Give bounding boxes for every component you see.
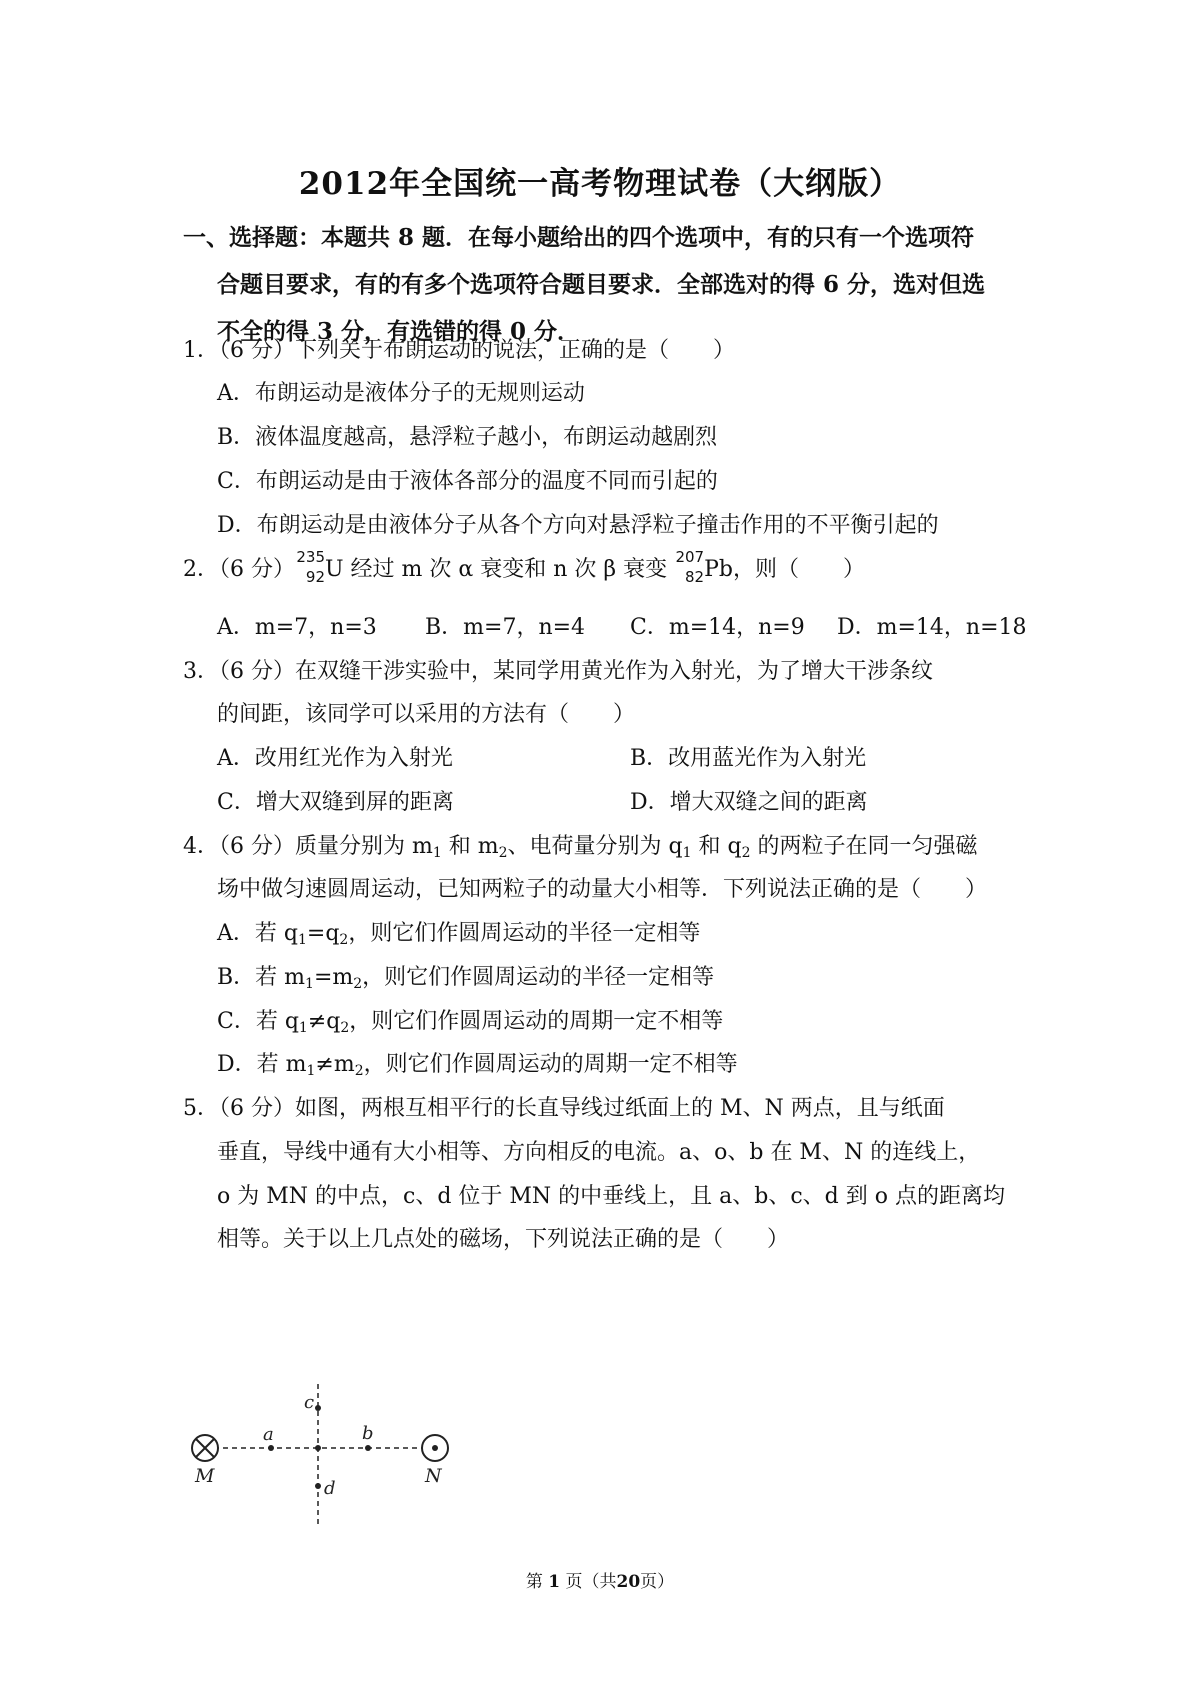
current-page-number: 1 [548, 1572, 561, 1592]
option-text: =m [313, 965, 354, 990]
q1-option-d: D．布朗运动是由液体分子从各个方向对悬浮粒子撞击作用的不平衡引起的 [217, 513, 939, 538]
q3-option-d: D．增大双缝之间的距离 [630, 790, 868, 815]
q4-stem-line-1 [183, 829, 978, 861]
subscript: 1 [306, 1063, 316, 1079]
point-b [365, 1445, 371, 1451]
wire-n-out-of-page-icon [422, 1435, 448, 1461]
q2-number: 2．（6 分） [183, 557, 295, 582]
subscript: 1 [305, 976, 314, 992]
option-text: C．若 q [217, 1009, 299, 1034]
q4-option-c [217, 1004, 723, 1036]
q1-option-a: A．布朗运动是液体分子的无规则运动 [217, 381, 585, 406]
label-d: d [324, 1478, 336, 1499]
q4-stem-part: 的两粒子在同一匀强磁 [750, 834, 978, 859]
label-n: N [425, 1465, 442, 1487]
wire-m-into-page-icon [192, 1435, 218, 1461]
label-a: a [263, 1424, 274, 1445]
point-a [268, 1445, 274, 1451]
q4-option-b [217, 960, 714, 992]
q3-option-b: B．改用蓝光作为入射光 [630, 746, 867, 771]
q2-option-b: B．m=7，n=4 [425, 615, 586, 640]
q4-stem-line-2: 场中做匀速圆周运动，已知两粒子的动量大小相等．下列说法正确的是（ ） [217, 877, 988, 902]
total-page-number: 20 [616, 1572, 641, 1592]
lead-mass-number: 207 [675, 548, 705, 566]
option-text: B．若 m [217, 965, 306, 990]
q2-option-c: C．m=14，n=9 [630, 615, 805, 640]
point-o [315, 1445, 321, 1451]
q3-option-a: A．改用红光作为入射光 [217, 746, 453, 771]
label-c: c [304, 1392, 315, 1413]
q5-stem-line-3: o 为 MN 的中点，c、d 位于 MN 的中垂线上，且 a、b、c、d 到 o 点的距离均 [217, 1184, 1005, 1209]
q3-stem-line-2: 的间距，该同学可以采用的方法有（ ） [217, 702, 636, 727]
q4-stem-part: 4．（6 分）质量分别为 m [183, 834, 433, 859]
subscript: 2 [339, 932, 349, 948]
option-text: =q [306, 921, 340, 946]
page-footer [0, 1567, 1200, 1592]
point-d [315, 1483, 321, 1489]
subscript: 1 [297, 932, 307, 948]
q2-option-a: A．m=7，n=3 [217, 615, 377, 640]
uranium-symbol: U [325, 557, 344, 582]
wire-field-diagram [183, 1376, 503, 1526]
option-text: D．若 m [217, 1052, 307, 1077]
q5-stem-line-2: 垂直，导线中通有大小相等、方向相反的电流。a、o、b 在 M、N 的连线上， [217, 1140, 981, 1165]
subscript: 2 [353, 976, 363, 992]
footer-prefix: 第 [525, 1572, 543, 1592]
section-line-2: 合题目要求，有的有多个选项符合题目要求．全部选对的得 6 分，选对但选 [217, 271, 986, 298]
footer-suffix: 页） [640, 1572, 675, 1592]
q2-option-d: D．m=14，n=18 [837, 615, 1027, 640]
label-b: b [362, 1423, 374, 1444]
lead-symbol: Pb [704, 557, 733, 582]
uranium-mass-number: 235 [296, 548, 325, 566]
label-m: M [195, 1465, 215, 1487]
q3-option-c: C．增大双缝到屏的距离 [217, 790, 454, 815]
subscript: 2 [498, 845, 508, 861]
footer-mid: 页（共 [565, 1572, 617, 1592]
section-line-1: 一、选择题：本题共 8 题．在每小题给出的四个选项中，有的只有一个选项符 [183, 224, 975, 251]
option-text: ，则它们作圆周运动的半径一定相等 [362, 965, 715, 990]
q2-stem-tail: ，则（ ） [732, 557, 865, 582]
q1-option-c: C．布朗运动是由于液体各部分的温度不同而引起的 [217, 469, 718, 494]
q1-stem: 1．（6 分）下列关于布朗运动的说法，正确的是（ ） [183, 338, 735, 363]
page-title: 2012年全国统一高考物理试卷（大纲版） [298, 166, 902, 202]
q4-stem-part: 和 q [691, 834, 742, 859]
lead-atomic-number: 82 [685, 568, 705, 586]
q1-option-b: B．液体温度越高，悬浮粒子越小，布朗运动越剧烈 [217, 425, 718, 450]
q4-option-d [217, 1047, 738, 1079]
subscript: 2 [354, 1063, 364, 1079]
subscript: 1 [682, 845, 692, 861]
option-text: ，则它们作圆周运动的半径一定相等 [348, 921, 701, 946]
uranium-isotope-notation [295, 548, 325, 586]
subscript: 2 [741, 845, 751, 861]
option-text: ，则它们作圆周运动的周期一定不相等 [349, 1009, 724, 1034]
q4-stem-part: 、电荷量分别为 q [507, 834, 683, 859]
subscript: 1 [432, 845, 442, 861]
lead-isotope-notation [674, 548, 705, 586]
option-text: A．若 q [217, 921, 298, 946]
q2-stem [183, 548, 865, 586]
subscript: 2 [340, 1020, 350, 1036]
uranium-atomic-number: 92 [305, 568, 325, 586]
point-c [315, 1405, 321, 1411]
option-text: ，则它们作圆周运动的周期一定不相等 [363, 1052, 738, 1077]
option-text: ≠q [307, 1009, 341, 1034]
option-text: ≠m [315, 1052, 355, 1077]
q3-stem-line-1: 3．（6 分）在双缝干涉实验中，某同学用黄光作为入射光，为了增大干涉条纹 [183, 659, 933, 684]
q5-stem-line-4: 相等。关于以上几点处的磁场，下列说法正确的是（ ） [217, 1227, 790, 1252]
q4-option-a [217, 916, 700, 948]
section-line-3: 不全的得 3 分，有选错的得 0 分． [217, 318, 581, 345]
q5-stem-line-1: 5．（6 分）如图，两根互相平行的长直导线过纸面上的 M、N 两点，且与纸面 [183, 1096, 945, 1121]
q2-stem-mid: 经过 m 次 α 衰变和 n 次 β 衰变 [343, 557, 675, 582]
subscript: 1 [298, 1020, 308, 1036]
q4-stem-part: 和 m [441, 834, 499, 859]
